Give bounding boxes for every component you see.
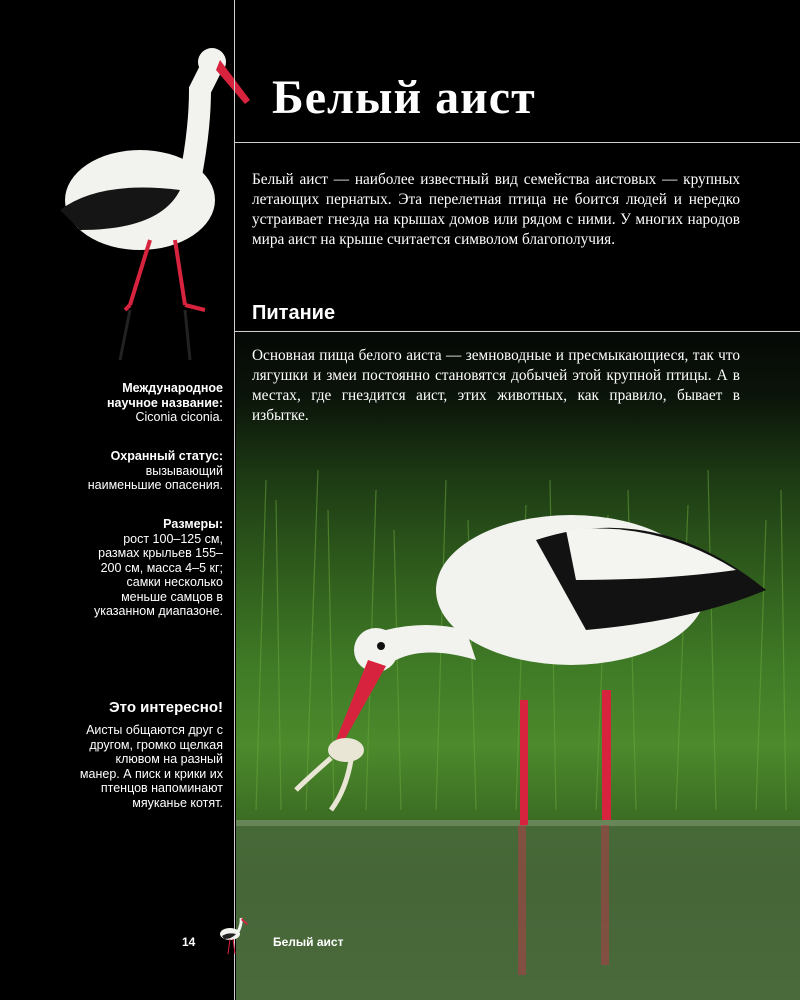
scientific-name-label: Международное научное название: xyxy=(106,381,223,410)
size-value: рост 100–125 см, размах крыльев 155–200 см, масса 4–5 кг; самки несколько меньше самцов в указанном диапазоне. xyxy=(94,531,223,618)
fun-fact-block xyxy=(73,700,223,810)
size-block xyxy=(83,517,223,619)
vertical-divider xyxy=(234,0,235,1000)
running-title: Белый аист xyxy=(273,935,344,949)
fun-fact-heading: Это интересно! xyxy=(109,699,223,716)
intro-paragraph: Белый аист — наиболее известный вид семейства аистовых — крупных летающих пернатых. Эта перелетная птица не боится людей и нередко устраивает гнезда на крышах домов или рядом с ними. У многих народов мира аист на крыше считается символом благополучия. xyxy=(252,171,740,248)
size-label: Размеры: xyxy=(163,517,223,531)
conservation-status-value: вызывающий наименьшие опасения. xyxy=(87,463,223,492)
scientific-name-block xyxy=(83,381,223,425)
title-divider xyxy=(234,142,800,143)
fun-fact-text: Аисты общаются друг с другом, громко щелкая клювом на разный манер. А писк и крики их птенцов напоминают мяуканье котят. xyxy=(79,723,223,810)
scientific-name-value: Ciconia ciconia. xyxy=(135,410,223,424)
stork-feeding-illustration xyxy=(236,330,800,1000)
stork-feeding-photo xyxy=(236,330,800,1000)
conservation-status-block xyxy=(83,449,223,493)
stork-standing-image xyxy=(40,40,255,360)
section-divider xyxy=(234,331,800,332)
page-number: 14 xyxy=(182,935,196,949)
stork-footer-icon xyxy=(214,914,250,958)
page-title: Белый аист xyxy=(272,71,536,124)
section-heading: Питание xyxy=(252,302,336,324)
conservation-status-label: Охранный статус: xyxy=(110,449,223,463)
nutrition-paragraph: Основная пища белого аиста — земноводные и пресмыкающиеся, так что лягушки и змеи постоянно становятся добычей этой крупной птицы. А в местах, где гнездится аист, этих животных, как правило, бывает в избытке. xyxy=(252,347,740,424)
